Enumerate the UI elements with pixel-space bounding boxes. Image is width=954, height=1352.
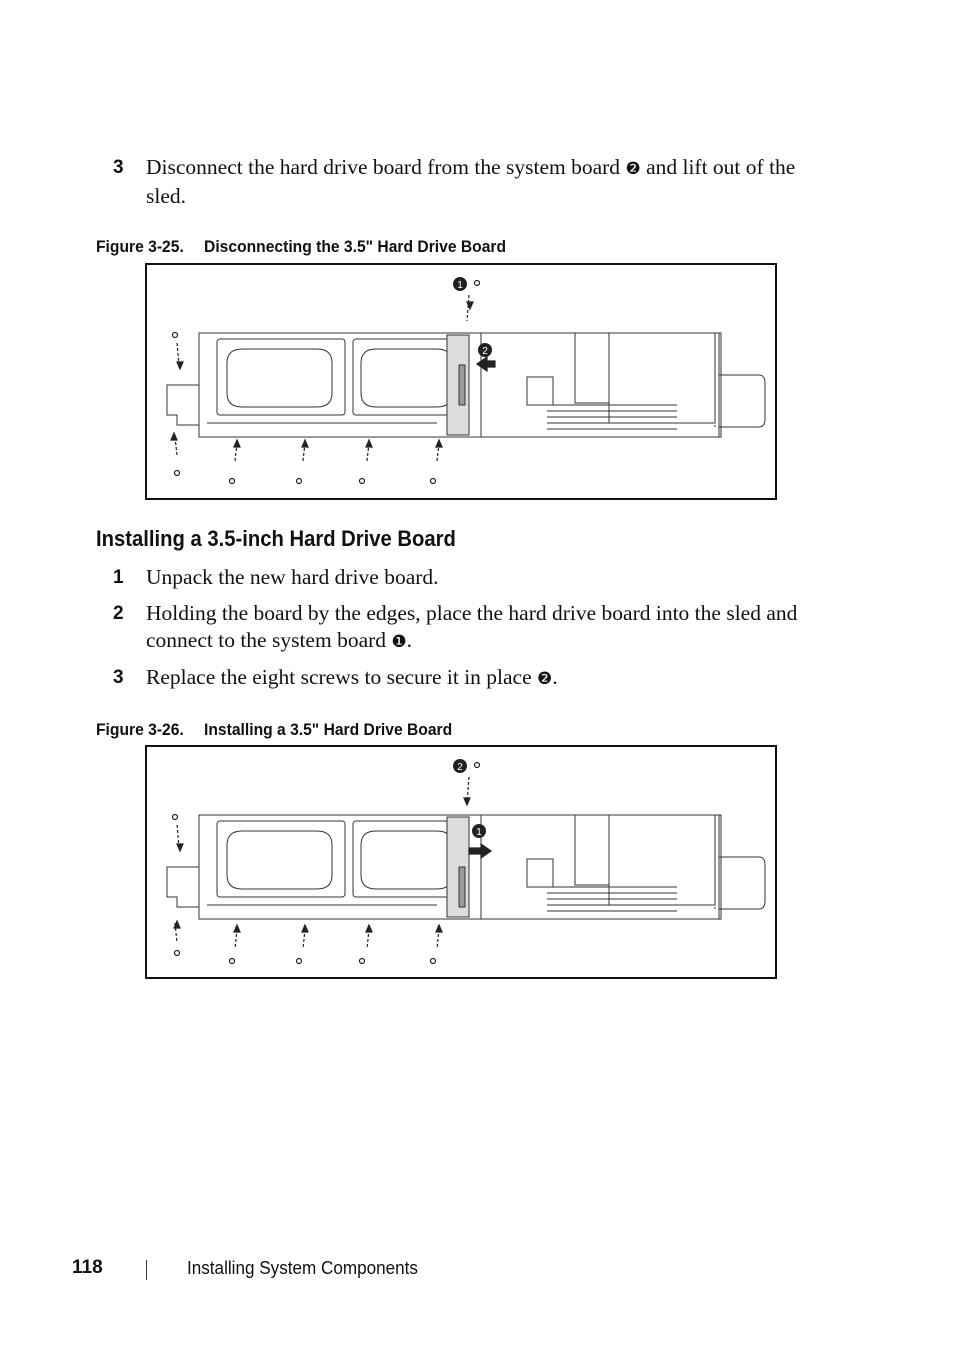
section-heading: Installing a 3.5-inch Hard Drive Board <box>96 526 456 551</box>
callout-1-marker: ❶ <box>391 632 407 652</box>
step-number: 3 <box>113 157 124 178</box>
step-number: 3 <box>113 667 124 688</box>
figure-label: Figure 3-25. <box>96 237 184 256</box>
sled-diagram <box>147 265 775 498</box>
sled-diagram <box>147 747 775 977</box>
page-number: 118 <box>72 1257 103 1278</box>
step-text-main: Replace the eight screws to secure it in place <box>146 665 532 689</box>
step-number: 1 <box>113 567 124 588</box>
figure-title: Disconnecting the 3.5" Hard Drive Board <box>204 237 507 256</box>
callout-1: 1 <box>457 280 463 291</box>
figure-title: Installing a 3.5" Hard Drive Board <box>204 720 453 739</box>
figure-illustration-install <box>145 745 777 979</box>
step-text-main: Disconnect the hard drive board from the system board <box>146 155 621 179</box>
callout-2: 2 <box>457 762 463 773</box>
step-text-end: . <box>406 628 413 652</box>
callout-2: 2 <box>482 346 488 357</box>
step-text-end: . <box>552 665 558 689</box>
figure-caption <box>96 237 506 257</box>
callout-1: 1 <box>476 827 482 838</box>
step-text <box>146 664 826 693</box>
step-number: 2 <box>113 603 124 624</box>
footer-section-title: Installing System Components <box>187 1258 418 1278</box>
step-text-main: Holding the board by the edges, place the hard drive board into the sled and connect to the system board <box>146 601 798 652</box>
step-text: Unpack the new hard drive board. <box>146 565 439 589</box>
figure-illustration-disconnect <box>145 263 777 500</box>
step-text-after: and lift out of the sled. <box>146 155 796 208</box>
step-text <box>146 154 826 210</box>
callout-2-marker: ❷ <box>625 159 641 179</box>
figure-label: Figure 3-26. <box>96 720 184 739</box>
footer-divider <box>146 1260 147 1280</box>
figure-caption <box>96 720 452 740</box>
step-text <box>146 600 826 656</box>
callout-2-marker: ❷ <box>537 669 553 689</box>
